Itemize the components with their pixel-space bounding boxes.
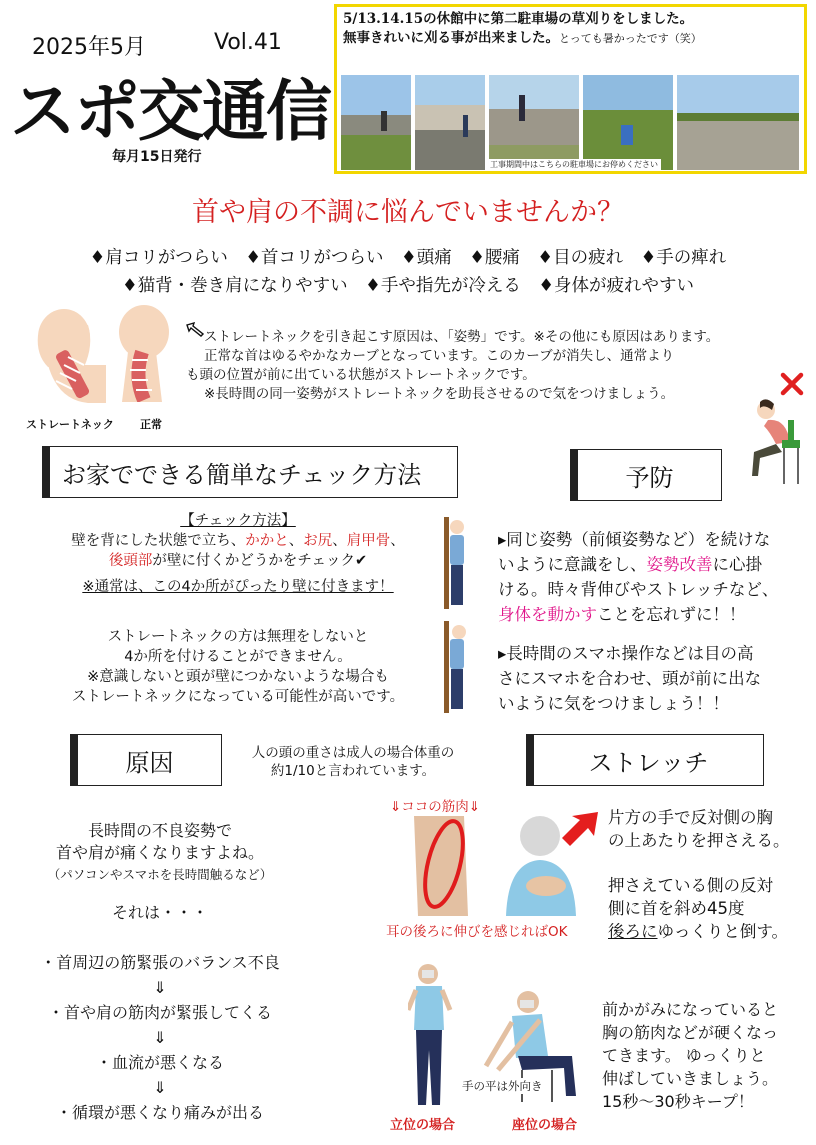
parking-photo-5 [677, 75, 799, 170]
standing-label: 立位の場合 [390, 1118, 456, 1133]
stretch-2-line-3 [608, 920, 788, 943]
straight-neck-illustration [28, 305, 106, 405]
section-prevention-header [570, 449, 722, 501]
check-subtitle: 【チェック方法】 [180, 513, 296, 529]
prevention-line-2 [498, 552, 778, 577]
parking-photo-2 [415, 75, 485, 170]
check-line-1-text: 壁を背にした状態で立ち、 [71, 533, 246, 549]
check-line-1 [38, 531, 438, 551]
keyword-heel: かかと [245, 533, 289, 549]
news-line-1: 5/13.14.15の休館中に第二駐車場の草刈りをしました。 [343, 11, 694, 27]
keyword-back-of-head: 後頭部 [108, 553, 153, 569]
cause-chain [0, 950, 320, 1125]
main-headline: 首や肩の不調に悩んでいませんか？ [192, 197, 624, 228]
cause-sore: それは・・・ [111, 903, 208, 922]
news-line-2-main: 無事きれいに刈る事が出来ました。 [343, 30, 559, 46]
check-note: ※通常は、この4か所がぴったり壁に付きます！ [82, 579, 394, 595]
stretch-3-line-3: てきます。 ゆっくりと [602, 1046, 766, 1065]
standing-stretch-figure [408, 960, 454, 1110]
sitting-woman-illustration [742, 396, 808, 488]
stretch-step-1 [608, 806, 790, 852]
neck-muscle-photo [404, 816, 484, 916]
section-check-header [42, 446, 458, 498]
stretch-step-3 [602, 998, 778, 1113]
palm-note: 手の平は外向き [462, 1079, 543, 1093]
stretch-3-line-1: 前かがみになっていると [602, 1000, 779, 1019]
check-para-1: ストレートネックの方は無理をしないと [107, 629, 369, 645]
down-arrow-icon: ⇓ [153, 1028, 167, 1047]
head-weight-note [228, 744, 478, 780]
parking-photo-3 [489, 75, 579, 170]
cause-step-4: ・循環が悪くなり痛みが出る [55, 1103, 264, 1122]
section-stretch-title: ストレッチ [588, 748, 709, 777]
newsletter-title: スポ交通信 [10, 73, 330, 150]
prevention-line-5: ▸長時間のスマホ操作などは目の高 [498, 644, 754, 663]
cause-step-3: ・血流が悪くなる [95, 1053, 224, 1072]
wall-standing-figure-1 [444, 517, 470, 609]
prevention-line-2a: いように意識をし、 [498, 555, 647, 574]
cause-intro-1: 長時間の不良姿勢で [87, 821, 232, 840]
stretch-2-line-3b: ゆっくりと倒す。 [657, 922, 789, 941]
section-stretch-header [526, 734, 764, 786]
wall-standing-figure-2 [444, 621, 470, 713]
sep-3: 、 [390, 533, 405, 549]
cause-intro-3: （パソコンやスマホを長時間触るなど） [47, 867, 273, 882]
symptoms-row-1: ♦肩コリがつらい ♦首コリがつらい ♦頭痛 ♦腰痛 ♦目の疲れ ♦手の痺れ [89, 248, 727, 268]
neck-line-2: 正常な首はゆるやかなカーブとなっています。このカーブが消失し、通常より [204, 348, 675, 364]
stretch-3-line-4: 伸ばしていきましょう。 [602, 1069, 779, 1088]
symptoms-row-2: ♦猫背・巻き肩になりやすい ♦手や指先が冷える ♦身体が疲れやすい [121, 276, 695, 296]
parking-photo-4 [583, 75, 673, 170]
check-para-4: ストレートネックになっている可能性が高いです。 [71, 689, 405, 705]
check-explanation [38, 627, 438, 707]
volume-number: Vol.41 [214, 30, 282, 55]
cause-intro [0, 820, 320, 924]
weight-line-2: 約1/10と言われています。 [270, 763, 436, 779]
prevention-line-3: ける。時々背伸びやストレッチなど、 [498, 580, 779, 599]
stretch-1-line-2: の上あたりを押さえる。 [608, 831, 790, 850]
muscle-label: ⇓ココの筋肉⇓ [390, 799, 481, 815]
neck-line-4: ※長時間の同一姿勢がストレートネックを助長させるので気をつけましょう。 [204, 386, 675, 402]
prevention-line-2c: に心掛 [712, 555, 762, 574]
sep-1: 、 [288, 533, 304, 549]
cause-step-1: ・首周辺の筋緊張のバランス不良 [40, 953, 280, 972]
sep-2: 、 [332, 533, 347, 549]
stretch-2-line-1: 押さえている側の反対 [608, 876, 773, 895]
stretch-2-line-2: 側に首を斜め45度 [608, 899, 745, 918]
section-cause-title: 原因 [125, 748, 174, 777]
check-method-block [38, 511, 438, 597]
seated-label: 座位の場合 [512, 1118, 578, 1133]
prevention-text [498, 527, 778, 716]
news-line-2 [343, 29, 798, 48]
down-arrow-icon: ⇓ [153, 978, 167, 997]
section-check-title: お家でできる簡単なチェック方法 [62, 460, 422, 489]
check-line-2-rest: が壁に付くかどうかをチェック✔ [152, 553, 368, 569]
weight-line-1: 人の頭の重さは成人の場合体重の [251, 745, 455, 761]
prevention-line-1: ▸同じ姿勢（前傾姿勢など）を続けな [498, 530, 771, 549]
keyword-posture: 姿勢改善 [646, 555, 713, 574]
keyword-backward: 後ろに [608, 922, 658, 941]
stretch-3-line-2: 胸の筋肉などが硬くなっ [602, 1023, 779, 1042]
prevention-line-7: いように気をつけましょう！！ [498, 694, 729, 713]
parking-photos [341, 75, 799, 170]
neck-line-1: ストレートネックを引き起こす原因は、「姿勢」です。※その他にも原因はあります。 [204, 329, 720, 345]
issue-note: 毎月15日発行 [112, 149, 202, 165]
news-line-2-small: とっても暑かったです（笑） [559, 32, 702, 45]
stretch-3-line-5: 15秒～30秒キープ！ [602, 1092, 754, 1111]
straight-neck-explanation [186, 328, 719, 404]
check-line-2 [38, 551, 438, 571]
cause-step-2: ・首や肩の筋肉が緊張してくる [47, 1003, 272, 1022]
check-para-3: ※意識しないと頭が壁につかないような場合も [87, 669, 389, 685]
section-cause-header [70, 734, 222, 786]
prevention-line-6: さにスマホを合わせ、頭が前に出な [498, 669, 762, 688]
news-box [334, 4, 807, 174]
keyword-buttocks: お尻 [303, 533, 333, 549]
prevention-line-4 [498, 602, 778, 627]
issue-date: 2025年5月 [32, 35, 146, 60]
stretch-step-2 [608, 874, 788, 943]
prevention-line-4b: ことを忘れずに！！ [597, 605, 746, 624]
keyword-shoulder-blade: 肩甲骨 [346, 533, 391, 549]
normal-neck-label: 正常 [140, 418, 162, 431]
chest-stretch-photo [502, 812, 600, 916]
keyword-move-body: 身体を動かす [498, 605, 597, 624]
ok-label: 耳の後ろに伸びを感じればOK [386, 924, 568, 940]
parking-photo-1 [341, 75, 411, 170]
stretch-1-line-1: 片方の手で反対側の胸 [608, 808, 773, 827]
wrong-x-icon [780, 372, 804, 396]
section-prevention-title: 予防 [625, 463, 674, 492]
normal-neck-illustration [108, 302, 178, 402]
neck-line-3: も頭の位置が前に出ている状態がストレートネックです。 [186, 367, 536, 383]
photo-caption: 工事期間中はこちらの駐車場にお停めください [487, 159, 661, 170]
cause-intro-2: 首や肩が痛くなりますよね。 [55, 843, 264, 862]
down-arrow-icon: ⇓ [153, 1078, 167, 1097]
straight-neck-label: ストレートネック [26, 418, 114, 431]
check-para-2: 4か所を付けることができません。 [124, 649, 352, 665]
